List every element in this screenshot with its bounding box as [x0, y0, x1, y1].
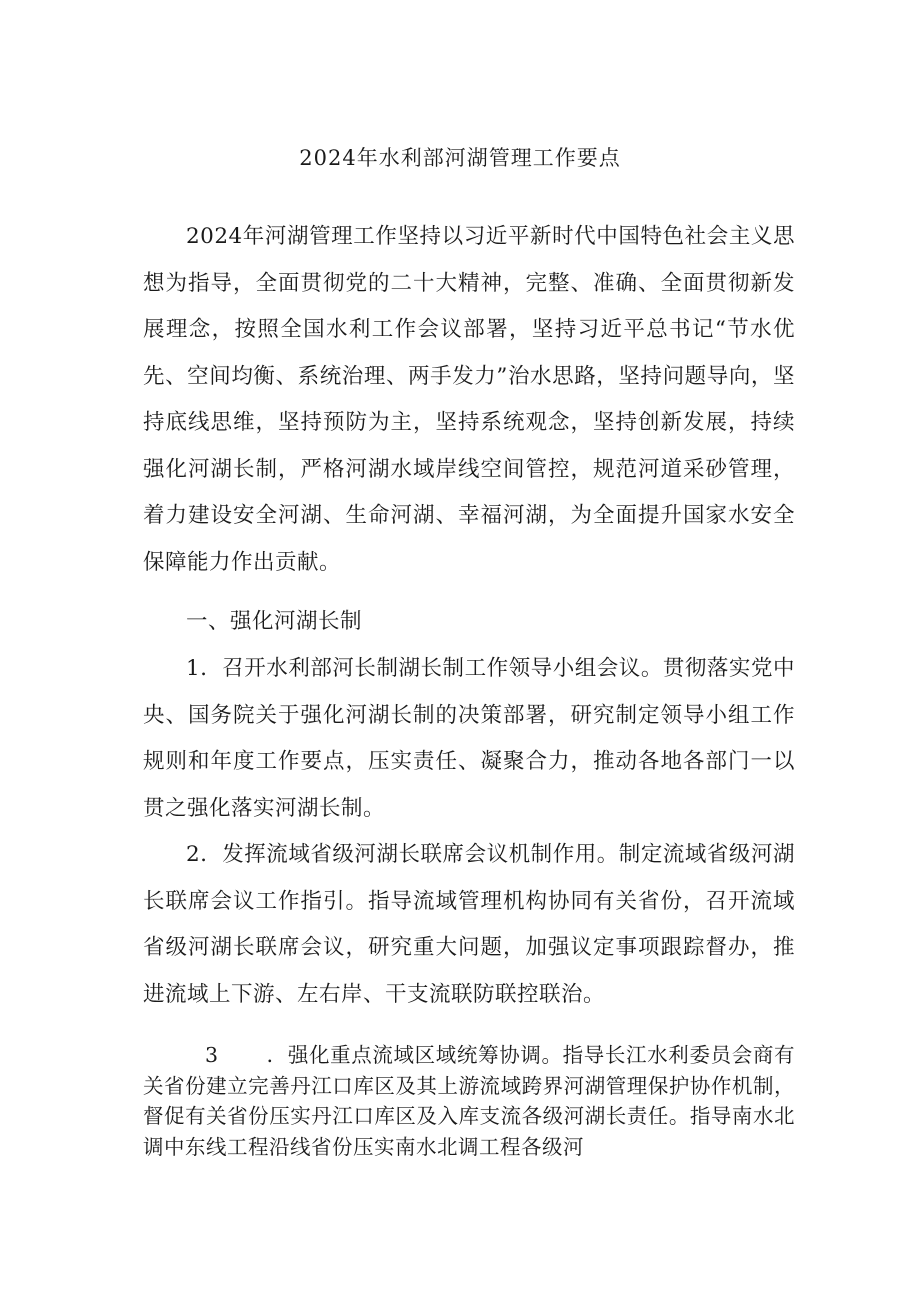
intro-paragraph: 2024年河湖管理工作坚持以习近平新时代中国特色社会主义思想为指导，全面贯彻党的二十大精神，完整、准确、全面贯彻新发展理念，按照全国水利工作会议部署，坚持习近平总书记“节水优先、空间均衡、系统治理、两手发力”治水思路，坚持问题导向，坚持底线思维，坚持预防为主，坚持系统观念，坚持创新发展，持续强化河湖长制，严格河湖水域岸线空间管控，规范河道采砂管理，着力建设安全河湖、生命河湖、幸福河湖，为全面提升国家水安全保障能力作出贡献。 [143, 224, 795, 575]
item3-block [143, 1040, 795, 1162]
item3-number: 3 [205, 1043, 219, 1067]
item2-block [143, 832, 795, 1018]
section-heading-block [143, 599, 795, 646]
intro-paragraph-block [143, 214, 795, 586]
section1-heading: 一、强化河湖长制 [186, 609, 363, 634]
item3-text: ．强化重点流域区域统筹协调。指导长江水利委员会商有关省份建立完善丹江口库区及其上游流域跨界河湖管理保护协作机制，督促有关省份压实丹江口库区及入库支流各级河湖长责任。指导南水北调中东线工程沿线省份压实南水北调工程各级河 [143, 1043, 795, 1159]
document-title: 2024年水利部河湖管理工作要点 [299, 146, 621, 170]
item3-paragraph [143, 1040, 795, 1162]
item1-block [143, 646, 795, 832]
item1-paragraph: 1．召开水利部河长制湖长制工作领导小组会议。贯彻落实党中央、国务院关于强化河湖长制的决策部署，研究制定领导小组工作规则和年度工作要点，压实责任、凝聚合力，推动各地各部门一以贯之强化落实河湖长制。 [143, 656, 795, 821]
item2-paragraph: 2．发挥流域省级河湖长联席会议机制作用。制定流域省级河湖长联席会议工作指引。指导流域管理机构协同有关省份，召开流域省级河湖长联席会议，研究重大问题，加强议定事项跟踪督办，推进流域上下游、左右岸、干支流联防联控联治。 [143, 842, 795, 1007]
